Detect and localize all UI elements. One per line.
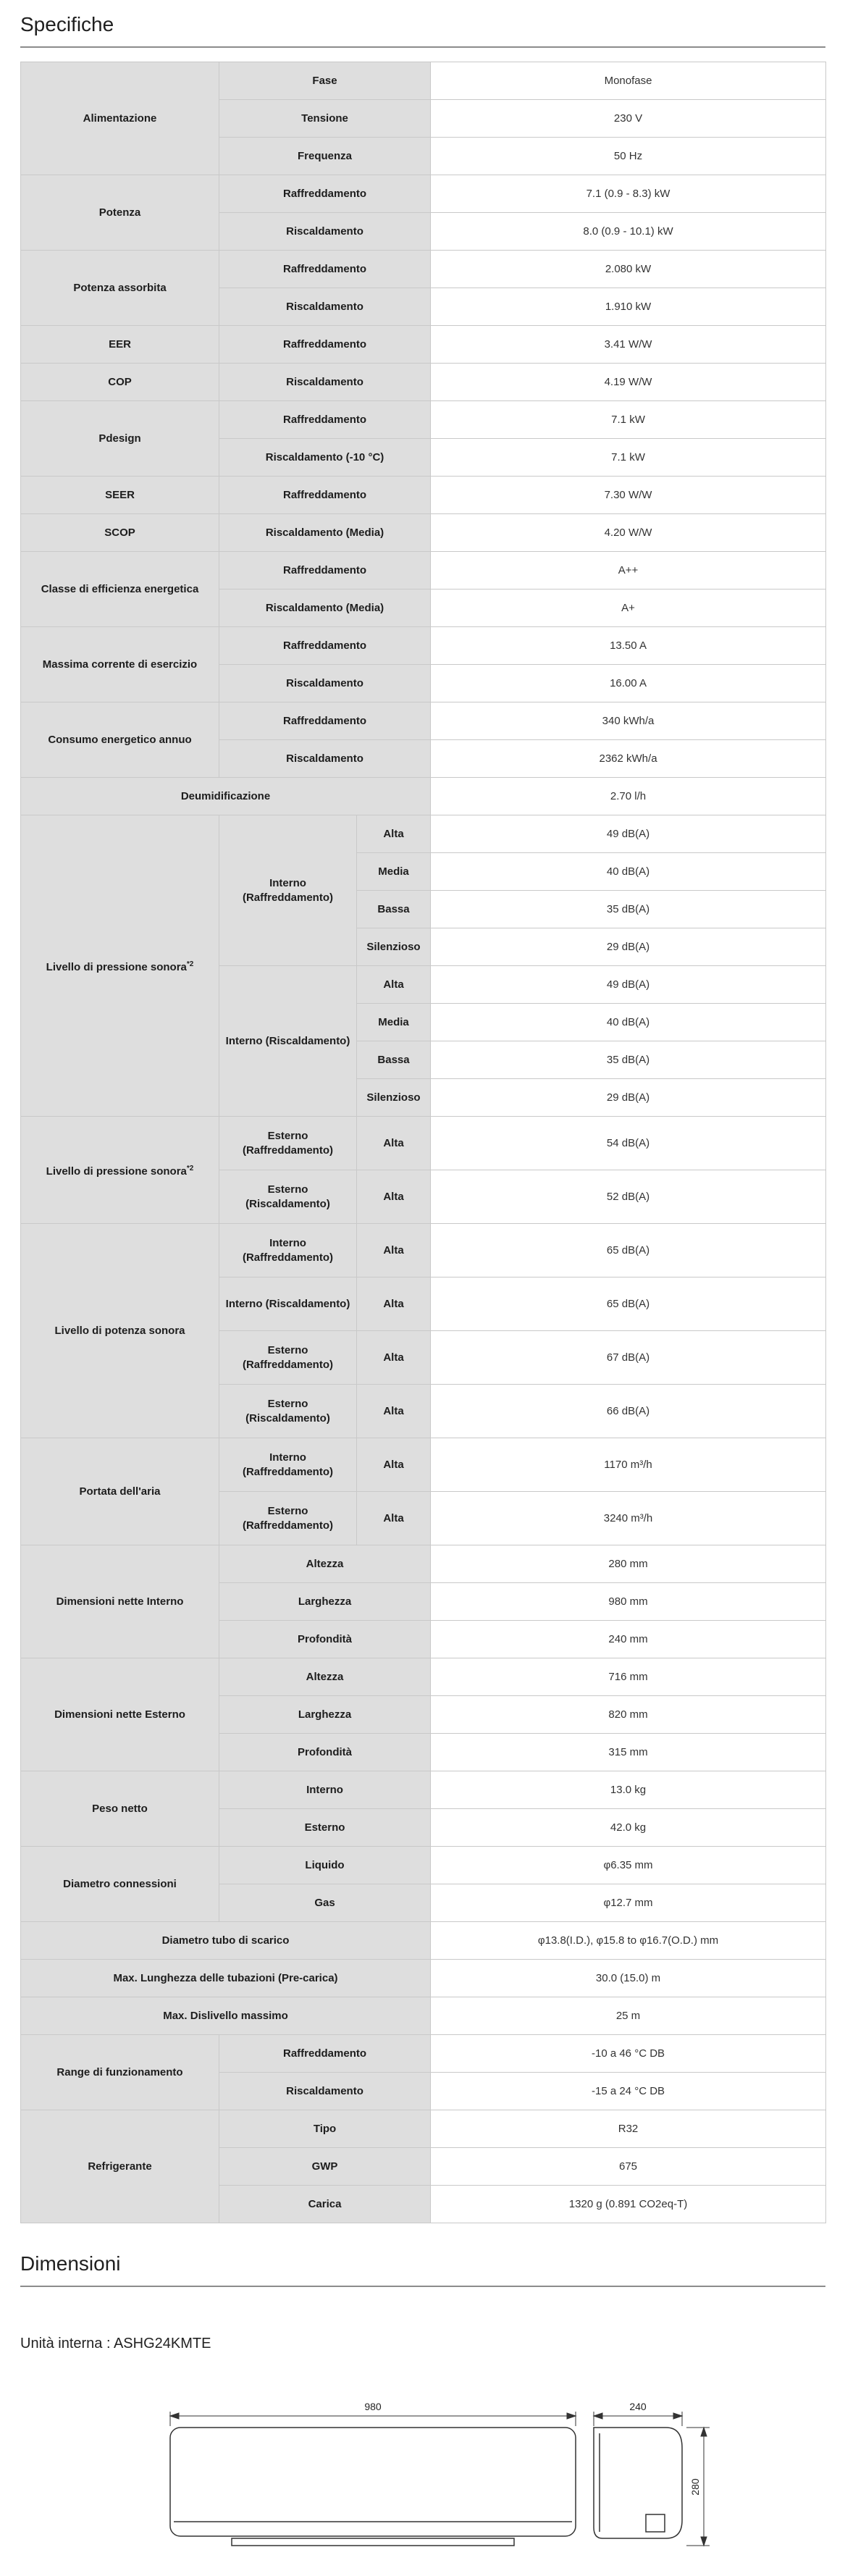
row-label: SCOP bbox=[21, 514, 219, 552]
row-value: 1320 g (0.891 CO2eq-T) bbox=[431, 2186, 826, 2223]
row-value: 4.20 W/W bbox=[431, 514, 826, 552]
row-sublabel: Riscaldamento (Media) bbox=[219, 590, 431, 627]
row-value: 280 mm bbox=[431, 1545, 826, 1583]
row-sublabel: Frequenza bbox=[219, 138, 431, 175]
row-value: 230 V bbox=[431, 100, 826, 138]
row-sublabel: Interno (Raffreddamento) bbox=[219, 1438, 357, 1492]
row-label: Livello di pressione sonora$^{*2}$ bbox=[21, 1117, 219, 1224]
table-row bbox=[21, 778, 826, 815]
row-value: φ12.7 mm bbox=[431, 1884, 826, 1922]
row-sublabel: Esterno (Raffreddamento) bbox=[219, 1117, 357, 1170]
width-label: 980 bbox=[364, 2401, 382, 2412]
row-value: 40 dB(A) bbox=[431, 1004, 826, 1041]
table-row bbox=[21, 514, 826, 552]
row-sublabel: Raffreddamento bbox=[219, 175, 431, 213]
row-value: 340 kWh/a bbox=[431, 702, 826, 740]
row-value: R32 bbox=[431, 2110, 826, 2148]
indoor-unit-drawing bbox=[159, 2390, 724, 2571]
row-value: 29 dB(A) bbox=[431, 928, 826, 966]
row-sublabel: Riscaldamento bbox=[219, 288, 431, 326]
row-value: -10 a 46 °C DB bbox=[431, 2035, 826, 2073]
row-level: Alta bbox=[357, 1385, 431, 1438]
row-label: Classe di efficienza energetica bbox=[21, 552, 219, 627]
table-row bbox=[21, 2110, 826, 2148]
row-value: Monofase bbox=[431, 62, 826, 100]
row-label: Livello di potenza sonora bbox=[21, 1224, 219, 1438]
row-value: A+ bbox=[431, 590, 826, 627]
row-sublabel: Carica bbox=[219, 2186, 431, 2223]
row-value: 2362 kWh/a bbox=[431, 740, 826, 778]
row-label: Alimentazione bbox=[21, 62, 219, 175]
height-label: 280 bbox=[689, 2478, 701, 2496]
row-value: 35 dB(A) bbox=[431, 1041, 826, 1079]
row-level: Alta bbox=[357, 1438, 431, 1492]
spec-table bbox=[20, 62, 825, 2223]
table-row bbox=[21, 1658, 826, 1696]
row-value: 49 dB(A) bbox=[431, 815, 826, 853]
row-value: 54 dB(A) bbox=[431, 1117, 826, 1170]
row-sublabel: Tensione bbox=[219, 100, 431, 138]
row-label: SEER bbox=[21, 477, 219, 514]
table-row bbox=[21, 1847, 826, 1884]
row-sublabel: Interno (Raffreddamento) bbox=[219, 815, 357, 966]
row-value: φ6.35 mm bbox=[431, 1847, 826, 1884]
row-value: 980 mm bbox=[431, 1583, 826, 1621]
row-label: Consumo energetico annuo bbox=[21, 702, 219, 778]
footnote-mark: *2 bbox=[186, 1164, 194, 1172]
row-value: 7.1 kW bbox=[431, 439, 826, 477]
row-sublabel: Altezza bbox=[219, 1658, 431, 1696]
row-value: φ13.8(I.D.), φ15.8 to φ16.7(O.D.) mm bbox=[431, 1922, 826, 1960]
row-value: 7.1 (0.9 - 8.3) kW bbox=[431, 175, 826, 213]
row-level: Alta bbox=[357, 815, 431, 853]
row-sublabel: Raffreddamento bbox=[219, 552, 431, 590]
row-sublabel: Interno bbox=[219, 1771, 431, 1809]
row-label: Portata dell'aria bbox=[21, 1438, 219, 1545]
row-level: Media bbox=[357, 853, 431, 891]
row-sublabel: Riscaldamento bbox=[219, 740, 431, 778]
row-value: 7.30 W/W bbox=[431, 477, 826, 514]
row-level: Silenzioso bbox=[357, 1079, 431, 1117]
footnote-mark: *2 bbox=[186, 960, 194, 968]
table-row bbox=[21, 401, 826, 439]
table-row bbox=[21, 702, 826, 740]
row-value: 675 bbox=[431, 2148, 826, 2186]
row-sublabel: Raffreddamento bbox=[219, 702, 431, 740]
row-value: 3.41 W/W bbox=[431, 326, 826, 364]
row-value: 50 Hz bbox=[431, 138, 826, 175]
row-sublabel: Esterno (Raffreddamento) bbox=[219, 1331, 357, 1385]
row-sublabel: Riscaldamento bbox=[219, 213, 431, 251]
row-value: 25 m bbox=[431, 1997, 826, 2035]
row-label: Range di funzionamento bbox=[21, 2035, 219, 2110]
row-label: EER bbox=[21, 326, 219, 364]
row-value: 49 dB(A) bbox=[431, 966, 826, 1004]
table-row bbox=[21, 1545, 826, 1583]
row-label: Refrigerante bbox=[21, 2110, 219, 2223]
table-row bbox=[21, 62, 826, 100]
row-value: 66 dB(A) bbox=[431, 1385, 826, 1438]
row-sublabel: Raffreddamento bbox=[219, 326, 431, 364]
table-row bbox=[21, 2035, 826, 2073]
front-view bbox=[170, 2412, 576, 2546]
side-view bbox=[594, 2412, 682, 2538]
row-level: Silenzioso bbox=[357, 928, 431, 966]
row-value: 2.70 l/h bbox=[431, 778, 826, 815]
row-sublabel: Raffreddamento bbox=[219, 627, 431, 665]
row-label: Peso netto bbox=[21, 1771, 219, 1847]
row-value: 1170 m³/h bbox=[431, 1438, 826, 1492]
row-value: 30.0 (15.0) m bbox=[431, 1960, 826, 1997]
row-level: Bassa bbox=[357, 891, 431, 928]
row-value: 42.0 kg bbox=[431, 1809, 826, 1847]
table-row bbox=[21, 1771, 826, 1809]
row-level: Alta bbox=[357, 1492, 431, 1545]
row-label: Diametro connessioni bbox=[21, 1847, 219, 1922]
table-row bbox=[21, 1438, 826, 1492]
row-sublabel: Raffreddamento bbox=[219, 251, 431, 288]
table-row bbox=[21, 1224, 826, 1277]
row-value: 16.00 A bbox=[431, 665, 826, 702]
table-row bbox=[21, 251, 826, 288]
row-level: Alta bbox=[357, 1117, 431, 1170]
row-value: 8.0 (0.9 - 10.1) kW bbox=[431, 213, 826, 251]
row-value: 35 dB(A) bbox=[431, 891, 826, 928]
row-sublabel: Interno (Raffreddamento) bbox=[219, 1224, 357, 1277]
row-value: 29 dB(A) bbox=[431, 1079, 826, 1117]
table-row bbox=[21, 364, 826, 401]
row-label: Dimensioni nette Esterno bbox=[21, 1658, 219, 1771]
row-value: 820 mm bbox=[431, 1696, 826, 1734]
table-row bbox=[21, 1960, 826, 1997]
row-sublabel: Esterno (Raffreddamento) bbox=[219, 1492, 357, 1545]
row-sublabel: Riscaldamento bbox=[219, 2073, 431, 2110]
row-sublabel: GWP bbox=[219, 2148, 431, 2186]
table-row bbox=[21, 627, 826, 665]
row-sublabel: Riscaldamento bbox=[219, 665, 431, 702]
row-sublabel: Raffreddamento bbox=[219, 477, 431, 514]
row-label: Dimensioni nette Interno bbox=[21, 1545, 219, 1658]
row-value: A++ bbox=[431, 552, 826, 590]
table-row bbox=[21, 1922, 826, 1960]
row-value: 4.19 W/W bbox=[431, 364, 826, 401]
table-row bbox=[21, 1997, 826, 2035]
depth-label: 240 bbox=[629, 2401, 647, 2412]
unit-label: Unità interna : ASHG24KMTE bbox=[20, 2336, 211, 2351]
table-row bbox=[21, 175, 826, 213]
row-level: Alta bbox=[357, 1170, 431, 1224]
depth-dimension bbox=[594, 2413, 682, 2419]
row-sublabel: Riscaldamento (Media) bbox=[219, 514, 431, 552]
row-sublabel: Raffreddamento bbox=[219, 2035, 431, 2073]
specs-title: Specifiche bbox=[20, 13, 114, 35]
row-value: 240 mm bbox=[431, 1621, 826, 1658]
row-value: 40 dB(A) bbox=[431, 853, 826, 891]
row-value: -15 a 24 °C DB bbox=[431, 2073, 826, 2110]
row-label: Max. Lunghezza delle tubazioni (Pre-carica) bbox=[21, 1960, 431, 1997]
row-sublabel: Esterno (Riscaldamento) bbox=[219, 1385, 357, 1438]
width-dimension bbox=[170, 2413, 576, 2419]
row-level: Alta bbox=[357, 1224, 431, 1277]
row-sublabel: Riscaldamento (-10 °C) bbox=[219, 439, 431, 477]
row-value: 1.910 kW bbox=[431, 288, 826, 326]
row-value: 716 mm bbox=[431, 1658, 826, 1696]
row-sublabel: Liquido bbox=[219, 1847, 431, 1884]
row-sublabel: Altezza bbox=[219, 1545, 431, 1583]
row-value: 315 mm bbox=[431, 1734, 826, 1771]
row-sublabel: Gas bbox=[219, 1884, 431, 1922]
table-row bbox=[21, 477, 826, 514]
row-level: Alta bbox=[357, 1331, 431, 1385]
row-sublabel: Esterno bbox=[219, 1809, 431, 1847]
row-value: 7.1 kW bbox=[431, 401, 826, 439]
row-label: Diametro tubo di scarico bbox=[21, 1922, 431, 1960]
row-value: 3240 m³/h bbox=[431, 1492, 826, 1545]
table-row bbox=[21, 815, 826, 853]
row-label: COP bbox=[21, 364, 219, 401]
row-level: Bassa bbox=[357, 1041, 431, 1079]
dimensions-title: Dimensioni bbox=[20, 2252, 121, 2275]
row-label: Livello di pressione sonora$^{*2}$ bbox=[21, 815, 219, 1117]
table-row bbox=[21, 1117, 826, 1170]
row-level: Media bbox=[357, 1004, 431, 1041]
row-label: Pdesign bbox=[21, 401, 219, 477]
dimensions-divider bbox=[20, 2286, 825, 2287]
row-label: Massima corrente di esercizio bbox=[21, 627, 219, 702]
row-label: Max. Dislivello massimo bbox=[21, 1997, 431, 2035]
row-value: 65 dB(A) bbox=[431, 1277, 826, 1331]
row-sublabel: Tipo bbox=[219, 2110, 431, 2148]
row-sublabel: Esterno (Riscaldamento) bbox=[219, 1170, 357, 1224]
row-value: 65 dB(A) bbox=[431, 1224, 826, 1277]
row-sublabel: Interno (Riscaldamento) bbox=[219, 966, 357, 1117]
row-level: Alta bbox=[357, 966, 431, 1004]
row-sublabel: Interno (Riscaldamento) bbox=[219, 1277, 357, 1331]
specs-divider bbox=[20, 46, 825, 48]
row-value: 13.0 kg bbox=[431, 1771, 826, 1809]
row-level: Alta bbox=[357, 1277, 431, 1331]
row-label: Potenza bbox=[21, 175, 219, 251]
row-label: Deumidificazione bbox=[21, 778, 431, 815]
row-value: 52 dB(A) bbox=[431, 1170, 826, 1224]
row-value: 2.080 kW bbox=[431, 251, 826, 288]
row-sublabel: Raffreddamento bbox=[219, 401, 431, 439]
table-row bbox=[21, 326, 826, 364]
row-sublabel: Riscaldamento bbox=[219, 364, 431, 401]
row-value: 13.50 A bbox=[431, 627, 826, 665]
row-sublabel: Profondità bbox=[219, 1621, 431, 1658]
row-sublabel: Larghezza bbox=[219, 1583, 431, 1621]
table-row bbox=[21, 552, 826, 590]
row-value: 67 dB(A) bbox=[431, 1331, 826, 1385]
row-sublabel: Profondità bbox=[219, 1734, 431, 1771]
row-label: Potenza assorbita bbox=[21, 251, 219, 326]
row-sublabel: Fase bbox=[219, 62, 431, 100]
row-sublabel: Larghezza bbox=[219, 1696, 431, 1734]
